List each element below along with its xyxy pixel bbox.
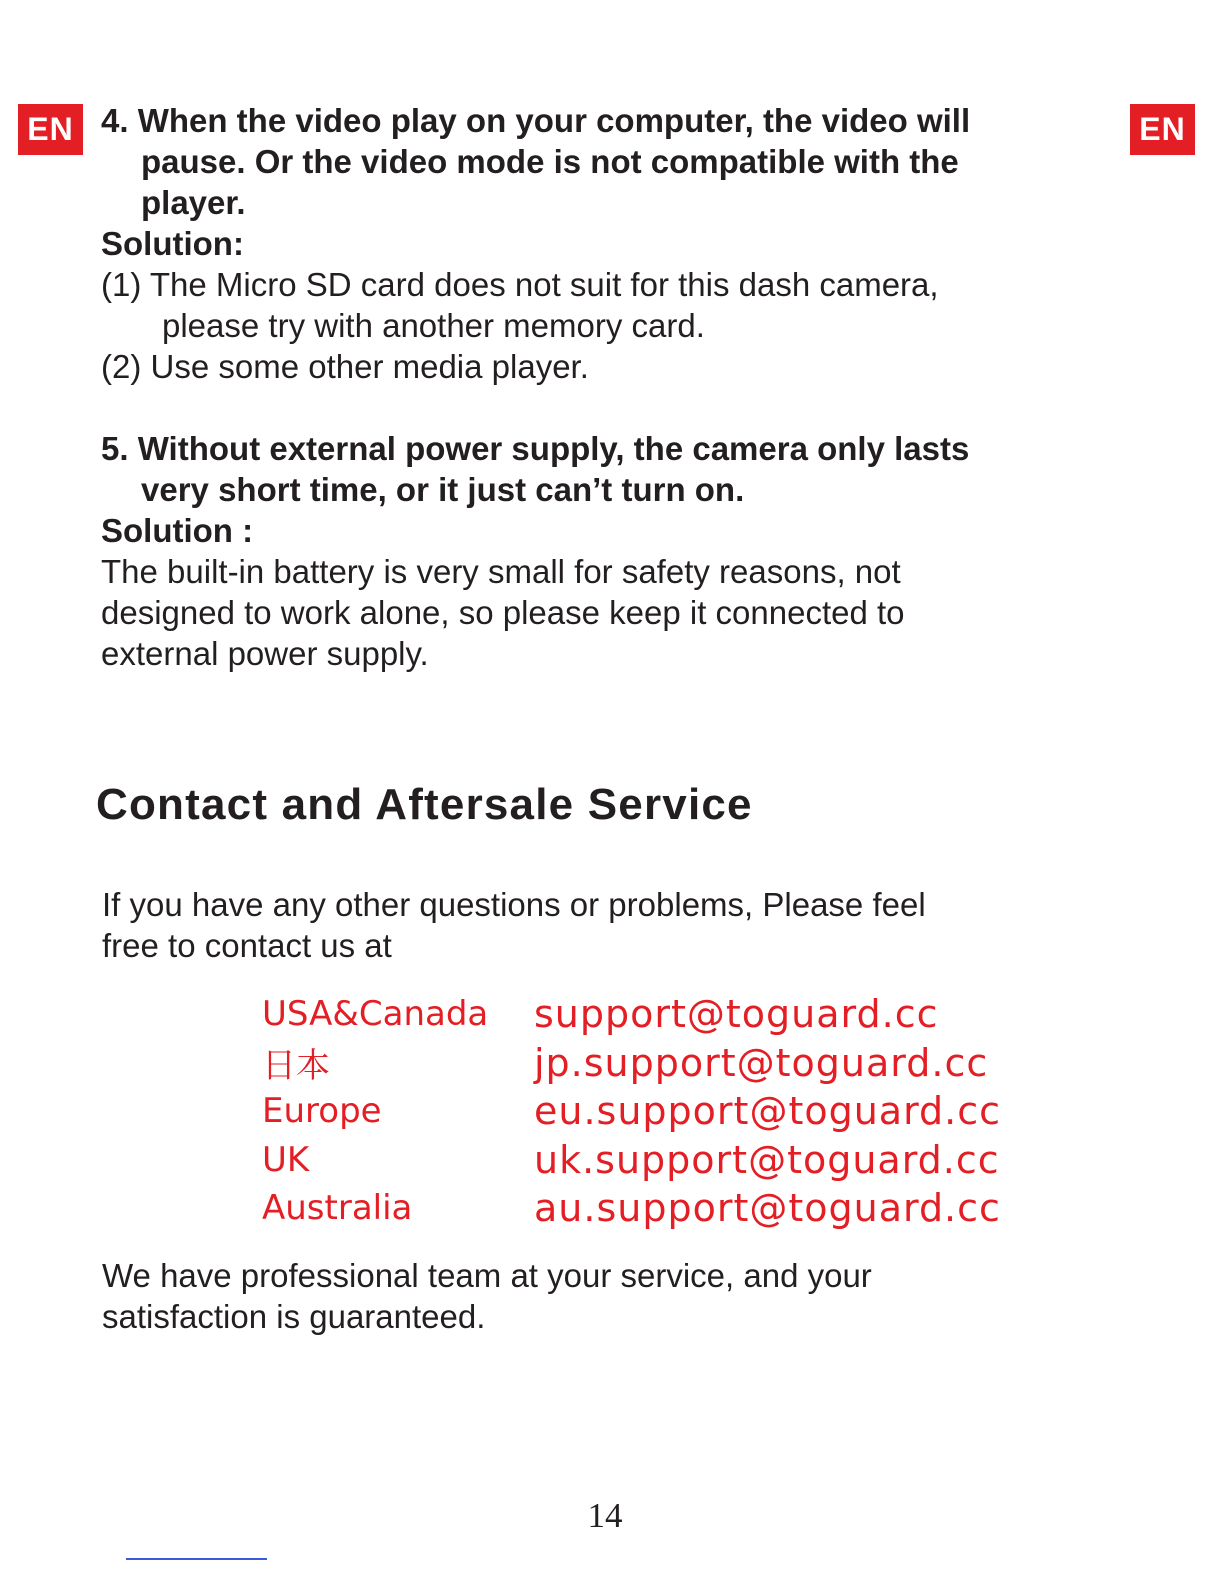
contact-intro-line: If you have any other questions or problems, Please feel (102, 886, 926, 923)
page-number: 14 (587, 1496, 623, 1535)
solution-item: (2) Use some other media player. (101, 348, 589, 385)
language-badge-left: EN (18, 104, 83, 155)
contact-row (262, 1136, 1001, 1185)
contact-row (262, 1087, 1001, 1136)
solution-text: The built-in battery is very small for safety reasons, not (101, 553, 901, 590)
contact-region: Australia (262, 1188, 413, 1229)
solution-text: external power supply. (101, 635, 429, 672)
solution-label: Solution : (101, 512, 254, 549)
contact-email-link[interactable]: jp.support@toguard.cc (534, 1040, 989, 1085)
language-badge-right: EN (1130, 104, 1195, 155)
faq-question-line: When the video play on your computer, the video will (137, 102, 971, 139)
faq-question-5 (101, 428, 1131, 469)
footer-divider (126, 1558, 267, 1560)
solution-text: designed to work alone, so please keep it connected to (101, 594, 905, 631)
contact-row (262, 990, 1001, 1039)
contact-outro (102, 1255, 1102, 1337)
faq-question-line: pause. Or the video mode is not compatible with the (141, 143, 959, 180)
contact-email-link[interactable]: au.support@toguard.cc (534, 1186, 1001, 1231)
faq-number: 5. (101, 430, 129, 467)
contact-region: Europe (262, 1091, 382, 1132)
contact-intro (102, 884, 1102, 966)
faq-question-line: very short time, or it just can’t turn on. (141, 471, 745, 508)
contact-email-link[interactable]: eu.support@toguard.cc (534, 1089, 1002, 1134)
contact-heading: Contact and Aftersale Service (96, 780, 753, 829)
solution-item-continuation: please try with another memory card. (162, 307, 705, 344)
contact-row (262, 1039, 1001, 1088)
faq-question-line: player. (141, 184, 246, 221)
contact-email-link[interactable]: support@toguard.cc (534, 992, 939, 1037)
contact-region: USA&Canada (262, 994, 489, 1035)
contact-region: 日本 (262, 1046, 330, 1087)
contact-outro-line: satisfaction is guaranteed. (102, 1298, 486, 1335)
solution-label: Solution: (101, 225, 244, 262)
contact-row (262, 1184, 1001, 1233)
contact-email-link[interactable]: uk.support@toguard.cc (534, 1137, 1000, 1182)
faq-question-4 (101, 100, 1131, 141)
contact-list (262, 990, 1001, 1233)
faq-question-line: Without external power supply, the camera only lasts (137, 430, 970, 467)
contact-outro-line: We have professional team at your service, and your (102, 1257, 872, 1294)
faq-number: 4. (101, 102, 129, 139)
solution-item: (1) The Micro SD card does not suit for this dash camera, (101, 266, 939, 303)
contact-region: UK (262, 1139, 310, 1180)
contact-intro-line: free to contact us at (102, 927, 392, 964)
faq-section (101, 100, 1131, 674)
